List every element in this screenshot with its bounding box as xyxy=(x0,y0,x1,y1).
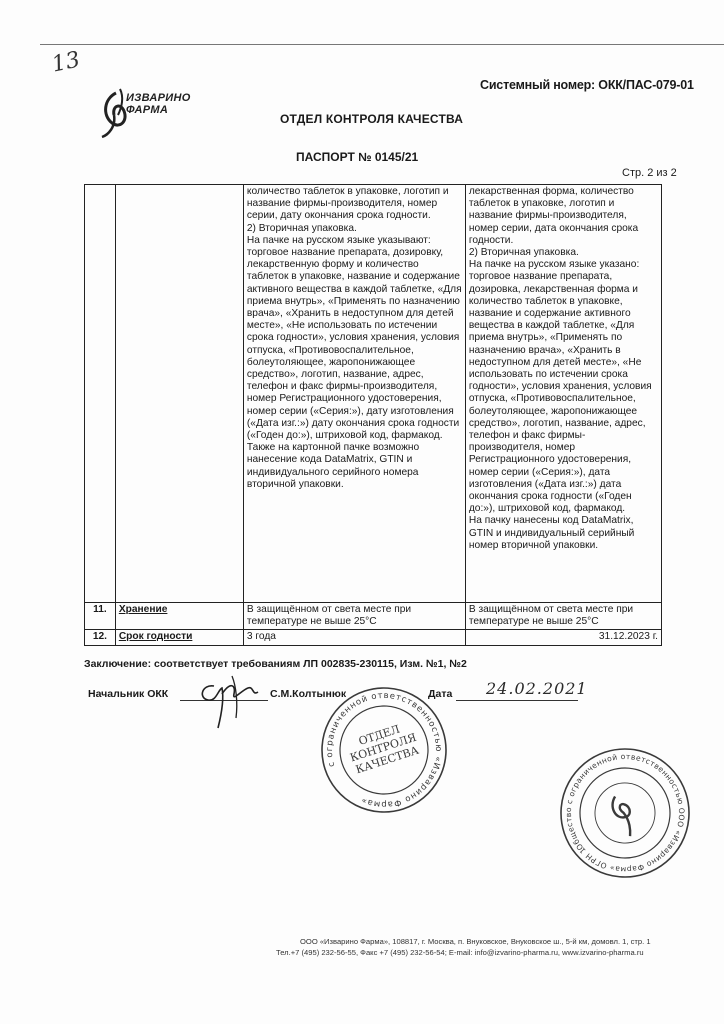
logo-line-2: ФАРМА xyxy=(126,104,169,116)
footer-address: ООО «Изварино Фарма», 108817, г. Москва, п. Внуковское, Внуковское ш., 5-й км, домовл. 1, стр. 1 xyxy=(300,937,651,946)
row-number-cell xyxy=(85,185,116,603)
qc-stamp-ring-text: с ограниченной ответственностью «Изварино Фарма» xyxy=(324,690,444,810)
qc-stamp-center-text: ОТДЕЛ КОНТРОЛЯ КАЧЕСТВА xyxy=(348,722,421,777)
table-row xyxy=(85,185,662,603)
result-cell: В защищённом от света месте при температуре не выше 25°С xyxy=(465,603,661,630)
signature-icon xyxy=(192,672,270,734)
requirement-cell: В защищённом от света месте при температуре не выше 25°С xyxy=(243,603,465,630)
row-number-cell: 11. xyxy=(85,603,116,630)
table-row xyxy=(85,603,662,630)
logo-line-1: ИЗВАРИНО xyxy=(126,92,191,104)
passport-number: ПАСПОРТ № 0145/21 xyxy=(296,150,419,164)
row-name-cell: Хранение xyxy=(115,603,243,630)
qc-stamp-icon xyxy=(318,684,453,816)
company-logo-text xyxy=(126,92,191,116)
company-stamp-ring-text: Общество с ограниченной ответственностью ООО «Изварино Фарма» ОГРН 1135003000 xyxy=(563,751,687,875)
row-name-cell: Срок годности xyxy=(115,630,243,645)
result-cell: лекарственная форма, количество таблеток в упаковке, логотип и название фирмы-производителя, номер серии, дата окончания срока годности. 2) Вторичная упаковка. На пачке на русском языке указано: торговое название препарата, дозировка, лекарственная форма и количество таблеток в упаковке, название и содержание активного вещества в каждой таблетке, «Для приема внутрь», «Применять по назначению врача», «Хранить в недоступном для детей месте», «Не использовать по истечении срока годности», условия хранения, условия отпуска, «Противовоспалительное, болеутоляющее, жаропонижающее средство», логотип, название, адрес, телефон и факс фирмы-производителя, номер Регистрационного удостоверения, номер серии («Серия:»), дата изготовления («Дата изг.:») дата окончания срока годности («Годен до:»), штриховой код, фармакод. На пачку нанесены код DataMatrix, GTIN и индивидуальный серийный номер вторичной упаковки. xyxy=(465,185,661,603)
system-number: Системный номер: ОКК/ПАС-079-01 xyxy=(480,78,694,92)
date-line xyxy=(456,700,578,701)
conclusion: Заключение: соответствует требованиям ЛП 002835-230115, Изм. №1, №2 xyxy=(84,658,467,670)
page-indicator: Стр. 2 из 2 xyxy=(622,167,677,179)
row-name-cell xyxy=(115,185,243,603)
company-stamp-icon xyxy=(558,746,692,880)
department-title: ОТДЕЛ КОНТРОЛЯ КАЧЕСТВА xyxy=(280,112,464,126)
date-label: Дата xyxy=(428,688,453,700)
spec-table xyxy=(84,184,662,646)
table-row xyxy=(85,630,662,645)
row-number-cell: 12. xyxy=(85,630,116,645)
head-label: Начальник ОКК xyxy=(88,688,169,700)
top-rule xyxy=(40,44,724,45)
handwritten-date: 24.02.2021 xyxy=(486,679,588,698)
footer-contacts: Тел.+7 (495) 232-56-55, Факс +7 (495) 232-56-54; E-mail: info@izvarino-pharma.ru, www.izvarino-pharma.ru xyxy=(276,948,644,957)
handwritten-page-mark: 13 xyxy=(49,47,83,78)
requirement-cell: 3 года xyxy=(243,630,465,645)
requirement-cell: количество таблеток в упаковке, логотип и название фирмы-производителя, номер серии, дату окончания срока годности. 2) Вторичная упаковка. На пачке на русском языке указывают: торговое название препарата, дозировку, лекарственную форму и количество таблеток в упаковке, название и содержание активного вещества в каждой таблетке, «Для приема внутрь», «Применять по назначению врача», «Хранить в недоступном для детей месте», «Не использовать по истечении срока годности», условия хранения, условия отпуска, «Противовоспалительное, болеутоляющее, жаропонижающее средство», логотип, название, адрес, телефон и факс фирмы-производителя, номер Регистрационного удостоверения, номер серии («Серия:»), дату изготовления («Дата изг.:») дату окончания срока годности («Годен до:»), штриховой код, фармакод. Также на картонной пачке возможно нанесение кода DataMatrix, GTIN и индивидуального серийного номера вторичной упаковки. xyxy=(243,185,465,603)
head-name: С.М.Колтынюк xyxy=(270,688,347,700)
result-cell: 31.12.2023 г. xyxy=(465,630,661,645)
